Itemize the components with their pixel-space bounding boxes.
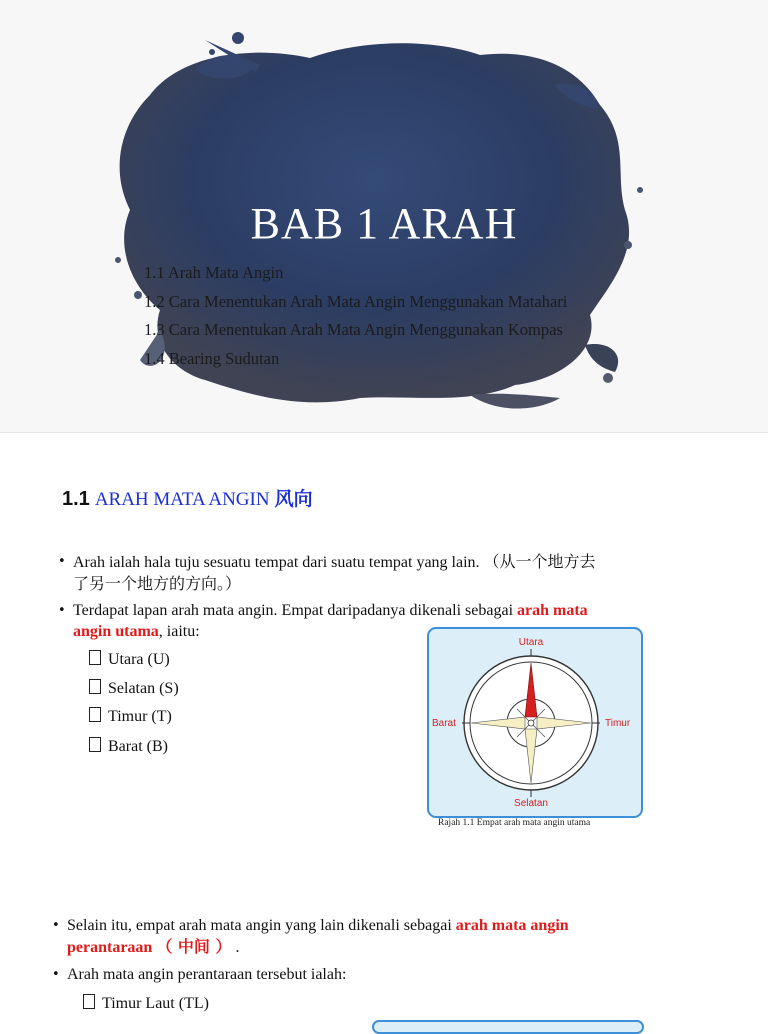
checkbox-glyph-icon (89, 650, 101, 665)
slide-title: BAB 1 ARAH (250, 199, 518, 248)
compass-diagram (429, 629, 641, 816)
bullet-dot: • (52, 967, 60, 982)
direction-label: Timur (T) (108, 708, 172, 725)
label-south: Selatan (514, 798, 548, 809)
direction-item (83, 994, 209, 1013)
bullet-text: Terdapat lapan arah mata angin. Empat daripadanya dikenali sebagai (73, 602, 514, 619)
toc-item: 1.1 Arah Mata Angin (144, 263, 284, 282)
highlight-term-cn: （ 中间 ） (156, 937, 232, 956)
toc-item: 1.4 Bearing Sudutan (144, 348, 280, 368)
highlight-term: perantaraan (67, 939, 153, 956)
label-east: Timur (605, 718, 631, 729)
bullet-intermediate (52, 915, 707, 958)
figure-caption: Rajah 1.1 Empat arah mata angin utama (438, 818, 591, 828)
direction-item (89, 707, 172, 726)
highlight-term: angin utama (73, 623, 159, 640)
checkbox-glyph-icon (89, 737, 101, 752)
slide-divider (0, 432, 768, 433)
bullet-dot: • (52, 918, 60, 933)
bullet-text: Arah ialah hala tuju sesuatu tempat dari suatu tempat yang lain. (73, 554, 480, 571)
direction-item (89, 679, 179, 698)
direction-label: Utara (U) (108, 651, 170, 668)
highlight-term: arah mata angin (455, 917, 569, 934)
section-heading (62, 484, 313, 511)
label-north: Utara (518, 637, 544, 648)
bullet-dot: • (58, 603, 66, 618)
direction-item (89, 737, 168, 756)
checkbox-glyph-icon (89, 679, 101, 694)
label-west: Barat (432, 718, 456, 729)
bullet-intermediate-list (52, 964, 707, 985)
section-title-cn: 风向 (274, 488, 313, 510)
direction-label: Selatan (S) (108, 680, 179, 697)
section-number: 1.1 (62, 488, 90, 510)
bullet-definition (58, 551, 723, 595)
checkbox-glyph-icon (83, 994, 95, 1009)
bullet-text-cn: 了另一个地方的方向。） (73, 574, 242, 593)
bullet-text: Selain itu, empat arah mata angin yang lain dikenali sebagai (67, 917, 452, 934)
section-title: ARAH MATA ANGIN (94, 489, 270, 510)
title-slide (0, 0, 768, 432)
compass-figure (427, 627, 643, 818)
toc-item: 1.2 Cara Menentukan Arah Mata Angin Menggunakan Matahari (144, 291, 568, 311)
bullet-text: , iaitu: (158, 623, 200, 640)
toc-item: 1.3 Cara Menentukan Arah Mata Angin Menggunakan Kompas (144, 320, 563, 340)
checkbox-glyph-icon (89, 707, 101, 722)
direction-label: Timur Laut (TL) (102, 995, 209, 1012)
bullet-text-cn: （从一个地方去 (483, 552, 596, 571)
direction-item (89, 650, 170, 669)
bullet-text: Arah mata angin perantaraan tersebut ialah: (67, 966, 347, 983)
highlight-term: arah mata (517, 602, 588, 619)
bullet-dot: • (58, 554, 66, 569)
table-of-contents (144, 259, 567, 373)
direction-label: Barat (B) (108, 738, 168, 755)
bullet-text: . (235, 939, 240, 956)
figure-partial (372, 1020, 644, 1034)
